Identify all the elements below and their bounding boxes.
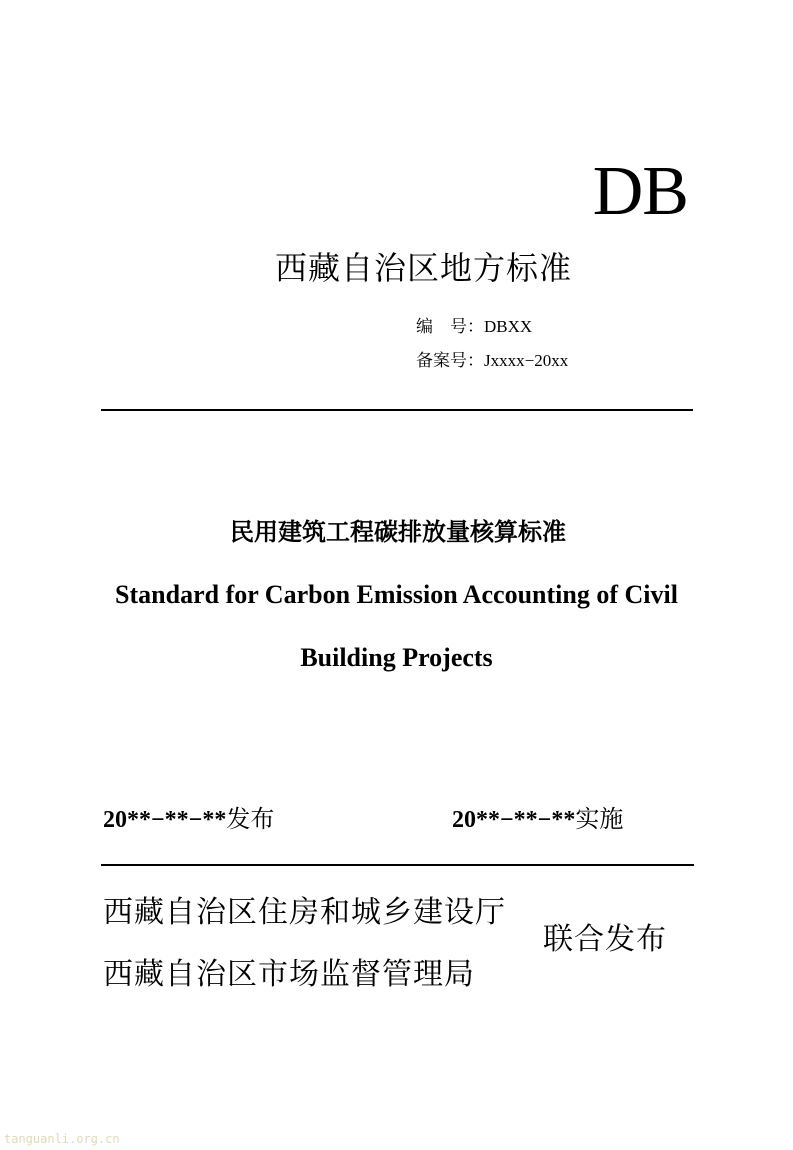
document-title-english-line-1: Standard for Carbon Emission Accounting of Civil <box>115 580 678 609</box>
filing-number-label: 备案号： <box>416 351 484 371</box>
filing-number-value: Jxxxx−20xx <box>484 351 569 370</box>
implement-date <box>452 803 623 836</box>
publish-date-value: 20**−**−** <box>103 807 227 833</box>
issuer-housing-department: 西藏自治区住房和城乡建设厅 <box>103 895 506 930</box>
implement-date-label: 实施 <box>575 805 624 833</box>
watermark: tanguanli.org.cn <box>4 1132 120 1146</box>
standard-number-value: DBXX <box>484 317 533 336</box>
standard-number <box>416 316 532 338</box>
filing-number <box>416 350 568 372</box>
standard-code: DB <box>592 153 688 230</box>
publish-date <box>103 803 274 836</box>
standard-number-label: 编 号： <box>416 317 484 337</box>
joint-issue-label: 联合发布 <box>543 922 667 957</box>
document-title-english-line-2: Building Projects <box>300 643 493 672</box>
document-title-chinese: 民用建筑工程碳排放量核算标准 <box>230 518 566 546</box>
standard-type: 西藏自治区地方标准 <box>275 249 573 287</box>
bottom-divider <box>101 864 694 866</box>
implement-date-value: 20**−**−** <box>452 807 576 833</box>
top-divider <box>101 409 693 411</box>
issuer-market-regulation-bureau: 西藏自治区市场监督管理局 <box>103 957 475 992</box>
publish-date-label: 发布 <box>226 805 275 833</box>
